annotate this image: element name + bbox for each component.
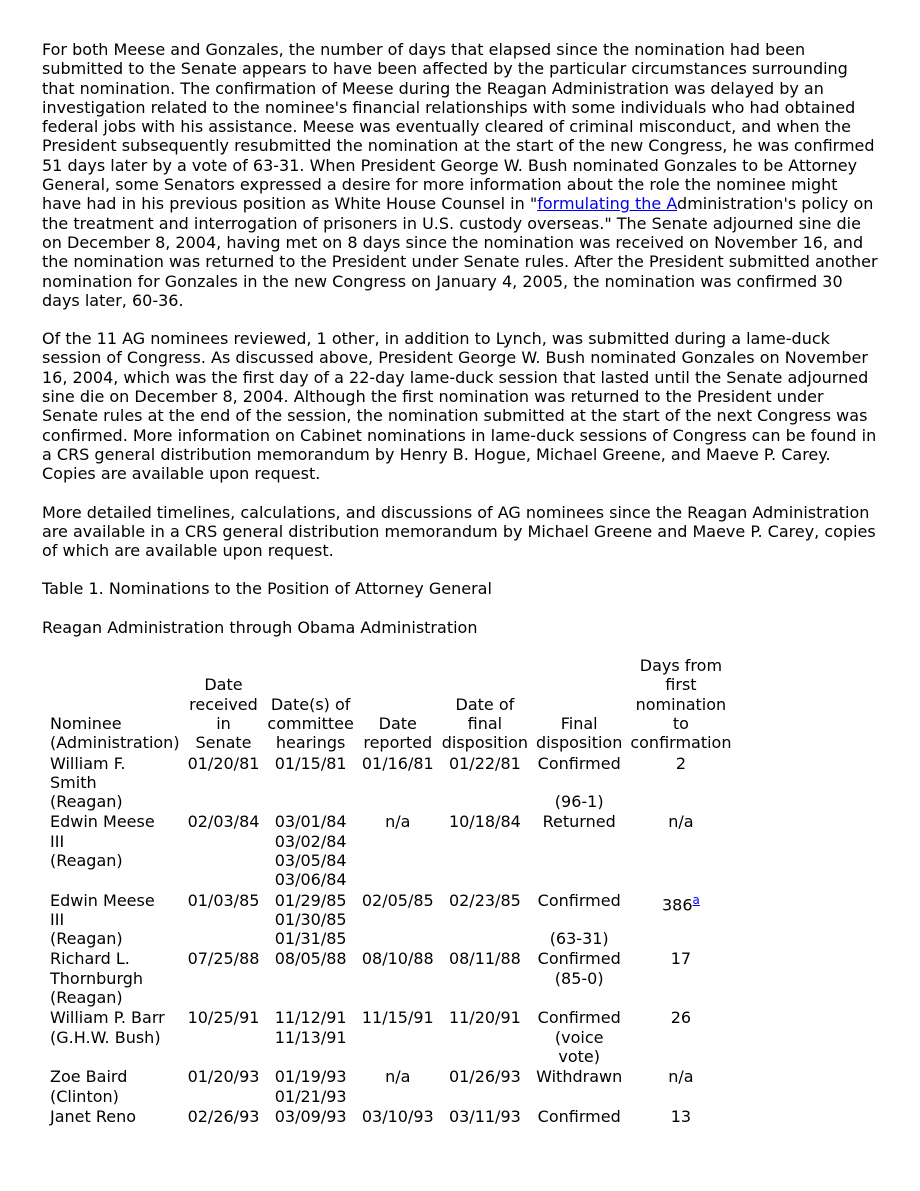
- nominee-line: (Reagan): [50, 988, 123, 1008]
- final-date: 11/20/91: [448, 1008, 521, 1028]
- cell-date-received: [184, 1008, 264, 1067]
- cell-nominee: [46, 1067, 184, 1107]
- hearing-date: 03/05/84: [274, 850, 347, 870]
- cell-date-reported: [358, 812, 438, 890]
- cell-final-disposition: [532, 812, 626, 890]
- cell-date-received: [184, 1067, 264, 1107]
- header-text: to: [672, 713, 689, 733]
- header-text: nomination: [635, 694, 727, 714]
- nominee-line: Edwin Meese: [50, 890, 155, 910]
- cell-date-received: [184, 1107, 264, 1127]
- cell-final-disposition: [532, 949, 626, 1008]
- final-date: 03/11/93: [448, 1106, 521, 1126]
- footnote-link[interactable]: a: [692, 892, 700, 907]
- nominee-line: (Clinton): [50, 1086, 119, 1106]
- header-text: confirmation: [630, 733, 732, 753]
- nominee-line: William P. Barr: [50, 1008, 165, 1028]
- days-value: n/a: [668, 812, 694, 832]
- table-row: [46, 812, 735, 890]
- date-received: 01/03/85: [187, 890, 260, 910]
- nominee-line: Janet Reno: [50, 1106, 137, 1126]
- disposition-line: Confirmed: [537, 949, 621, 969]
- header-final-disposition: [532, 656, 626, 753]
- cell-days: [626, 754, 735, 813]
- header-text: Final: [560, 713, 598, 733]
- disposition-line: vote): [558, 1046, 600, 1066]
- hearing-date: 08/05/88: [274, 949, 347, 969]
- header-text: committee: [267, 713, 354, 733]
- nominee-line: (Reagan): [50, 850, 123, 870]
- date-reported: 02/05/85: [361, 890, 434, 910]
- table-row: [46, 1107, 735, 1127]
- cell-date-reported: [358, 891, 438, 950]
- date-reported: n/a: [385, 812, 411, 832]
- header-hearings: [263, 656, 357, 753]
- cell-hearings: [263, 812, 357, 890]
- cell-final-date: [438, 891, 532, 950]
- header-text: Nominee: [50, 713, 122, 733]
- header-text: (Administration): [50, 733, 180, 753]
- cell-date-reported: [358, 754, 438, 813]
- header-date-received: [184, 656, 264, 753]
- cell-hearings: [263, 1008, 357, 1067]
- final-date: 10/18/84: [448, 812, 521, 832]
- cell-days: [626, 1008, 735, 1067]
- date-received: 02/03/84: [187, 812, 260, 832]
- paragraph-meese-gonzales: [42, 40, 878, 310]
- cell-nominee: [46, 1008, 184, 1067]
- table-row: [46, 891, 735, 950]
- cell-hearings: [263, 1107, 357, 1127]
- disposition-line: (voice: [554, 1027, 604, 1047]
- header-date-reported: [358, 656, 438, 753]
- table-title: Table 1. Nominations to the Position of Attorney General: [42, 579, 492, 599]
- nominee-line: Edwin Meese: [50, 812, 155, 832]
- cell-days: [626, 891, 735, 950]
- cell-date-reported: [358, 1107, 438, 1127]
- table-body: [46, 754, 735, 1128]
- header-final-date: [438, 656, 532, 753]
- cell-final-date: [438, 754, 532, 813]
- hearing-date: 01/15/81: [274, 753, 347, 773]
- final-date: 02/23/85: [448, 890, 521, 910]
- hearing-date: 01/19/93: [274, 1067, 347, 1087]
- disposition-line: Withdrawn: [536, 1067, 623, 1087]
- table-header-row: [46, 656, 735, 753]
- cell-hearings: [263, 891, 357, 950]
- paragraph-text: dministration's policy on the treatment and interrogation of prisoners in U.S. custody overseas." The Senate adjourned sine die on December 8, 2004, having met on 8 days since the nomination was received on November 16, and the nomination was returned to the President under Senate rules. After the President submitted another nomination for Gonzales in the new Congress on January 4, 2005, the nomination was confirmed 30 days later, 60-36.: [42, 194, 878, 310]
- cell-final-date: [438, 949, 532, 1008]
- disposition-line: (85-0): [554, 968, 604, 988]
- cell-date-received: [184, 812, 264, 890]
- formulating-policy-link[interactable]: formulating the A: [537, 194, 678, 214]
- paragraph-more-detail: More detailed timelines, calculations, and discussions of AG nominees since the Reagan Administration are available in a CRS general distribution memorandum by Michael Greene and Maeve P. Carey, copies of which are available upon request.: [42, 502, 876, 561]
- cell-nominee: [46, 812, 184, 890]
- cell-days: [626, 812, 735, 890]
- cell-nominee: [46, 754, 184, 813]
- disposition-line: Confirmed: [537, 1008, 621, 1028]
- disposition-line: (63-31): [549, 929, 609, 949]
- table-subtitle: Reagan Administration through Obama Administration: [42, 617, 478, 637]
- days-value: 386: [661, 894, 693, 914]
- cell-date-received: [184, 891, 264, 950]
- header-text: first: [665, 675, 697, 695]
- cell-date-reported: [358, 1067, 438, 1107]
- date-received: 07/25/88: [187, 949, 260, 969]
- days-value: 2: [675, 753, 686, 773]
- disposition-line: Returned: [542, 812, 616, 832]
- days-value: 13: [670, 1106, 692, 1126]
- nominee-line: Richard L.: [50, 949, 130, 969]
- nominations-table: [46, 656, 735, 1127]
- hearing-date: 11/13/91: [274, 1027, 347, 1047]
- header-text: Senate: [195, 733, 252, 753]
- cell-final-disposition: [532, 1107, 626, 1127]
- paragraph-lame-duck: Of the 11 AG nominees reviewed, 1 other, in addition to Lynch, was submitted during a lame-duck session of Congress. As discussed above, President George W. Bush nominated Gonzales on November 16, 2004, which was the first day of a 22-day lame-duck session that lasted until the Senate adjourned sine die on December 8, 2004. Although the first nomination was returned to the President under Senate rules at the end of the session, the nomination submitted at the start of the next Congress was confirmed. More information on Cabinet nominations in lame-duck sessions of Congress can be found in a CRS general distribution memorandum by Henry B. Hogue, Michael Greene, and Maeve P. Carey. Copies are available upon request.: [42, 329, 877, 484]
- hearing-date: 01/30/85: [274, 909, 347, 929]
- cell-date-received: [184, 754, 264, 813]
- nominee-line: William F.: [50, 753, 126, 773]
- table-row: [46, 754, 735, 813]
- header-text: Date: [378, 713, 417, 733]
- header-text: Date(s) of: [270, 694, 351, 714]
- disposition-line: (96-1): [554, 792, 604, 812]
- header-text: in: [216, 713, 231, 733]
- date-reported: 11/15/91: [361, 1008, 434, 1028]
- header-text: Date: [204, 675, 243, 695]
- header-text: received: [189, 694, 258, 714]
- paragraph-text: For both Meese and Gonzales, the number of days that elapsed since the nomination had been submitted to the Senate appears to have been affected by the particular circumstances surrounding that nomination. The confirmation of Meese during the Reagan Administration was delayed by an investigation related to the nominee's financial relationships with some individuals who had obtained federal jobs with his assistance. Meese was eventually cleared of criminal misconduct, and when the President subsequently resubmitted the nomination at the start of the new Congress, he was confirmed 51 days later by a vote of 63-31. When President George W. Bush nominated Gonzales to be Attorney General, some Senators expressed a desire for more information about the role the nominee might have had in his previous position as White House Counsel in ": [42, 40, 875, 214]
- date-reported: 03/10/93: [361, 1106, 434, 1126]
- cell-final-date: [438, 1067, 532, 1107]
- cell-final-date: [438, 1008, 532, 1067]
- header-text: disposition: [536, 733, 623, 753]
- cell-date-reported: [358, 1008, 438, 1067]
- table-row: [46, 1008, 735, 1067]
- nominee-line: III: [50, 909, 65, 929]
- cell-days: [626, 1067, 735, 1107]
- footnote-marker: [693, 893, 700, 908]
- cell-nominee: [46, 1107, 184, 1127]
- disposition-line: Confirmed: [537, 753, 621, 773]
- cell-nominee: [46, 891, 184, 950]
- hearing-date: 01/31/85: [274, 929, 347, 949]
- final-date: 01/26/93: [448, 1067, 521, 1087]
- cell-hearings: [263, 1067, 357, 1107]
- nominee-line: Thornburgh: [50, 968, 144, 988]
- hearing-date: 03/06/84: [274, 870, 347, 890]
- table-row: [46, 949, 735, 1008]
- header-days: [626, 656, 735, 753]
- disposition-line: Confirmed: [537, 1106, 621, 1126]
- nominee-line: III: [50, 831, 65, 851]
- header-text: reported: [363, 733, 433, 753]
- cell-days: [626, 1107, 735, 1127]
- date-received: 10/25/91: [187, 1008, 260, 1028]
- date-received: 01/20/93: [187, 1067, 260, 1087]
- cell-final-date: [438, 1107, 532, 1127]
- hearing-date: 03/02/84: [274, 831, 347, 851]
- cell-hearings: [263, 754, 357, 813]
- hearing-date: 03/09/93: [274, 1106, 347, 1126]
- cell-days: [626, 949, 735, 1008]
- date-reported: 01/16/81: [361, 753, 434, 773]
- hearing-date: 11/12/91: [274, 1008, 347, 1028]
- date-received: 02/26/93: [187, 1106, 260, 1126]
- days-value: 17: [670, 949, 692, 969]
- header-text: Days from: [639, 656, 723, 676]
- cell-final-date: [438, 812, 532, 890]
- cell-nominee: [46, 949, 184, 1008]
- disposition-line: [536, 773, 622, 792]
- hearing-date: 01/29/85: [274, 890, 347, 910]
- date-received: 01/20/81: [187, 753, 260, 773]
- cell-final-disposition: [532, 1067, 626, 1107]
- nominee-line: (Reagan): [50, 792, 123, 812]
- cell-final-disposition: [532, 754, 626, 813]
- final-date: 01/22/81: [448, 753, 521, 773]
- cell-hearings: [263, 949, 357, 1008]
- header-text: hearings: [275, 733, 346, 753]
- header-text: final: [467, 713, 503, 733]
- cell-final-disposition: [532, 1008, 626, 1067]
- nominee-line: (Reagan): [50, 929, 123, 949]
- hearing-date: 01/21/93: [274, 1086, 347, 1106]
- nominee-line: (G.H.W. Bush): [50, 1027, 161, 1047]
- disposition-line: [536, 910, 622, 929]
- cell-final-disposition: [532, 891, 626, 950]
- days-value: 26: [670, 1008, 692, 1028]
- cell-date-reported: [358, 949, 438, 1008]
- days-value: n/a: [668, 1067, 694, 1087]
- header-text: disposition: [441, 733, 529, 753]
- header-text: Date of: [455, 694, 515, 714]
- nominee-line: Smith: [50, 772, 97, 792]
- date-reported: n/a: [385, 1067, 411, 1087]
- disposition-line: Confirmed: [537, 890, 621, 910]
- hearing-date: 03/01/84: [274, 812, 347, 832]
- table-row: [46, 1067, 735, 1107]
- cell-date-received: [184, 949, 264, 1008]
- date-reported: 08/10/88: [361, 949, 434, 969]
- final-date: 08/11/88: [448, 949, 521, 969]
- nominee-line: Zoe Baird: [50, 1067, 128, 1087]
- header-nominee: [46, 656, 184, 753]
